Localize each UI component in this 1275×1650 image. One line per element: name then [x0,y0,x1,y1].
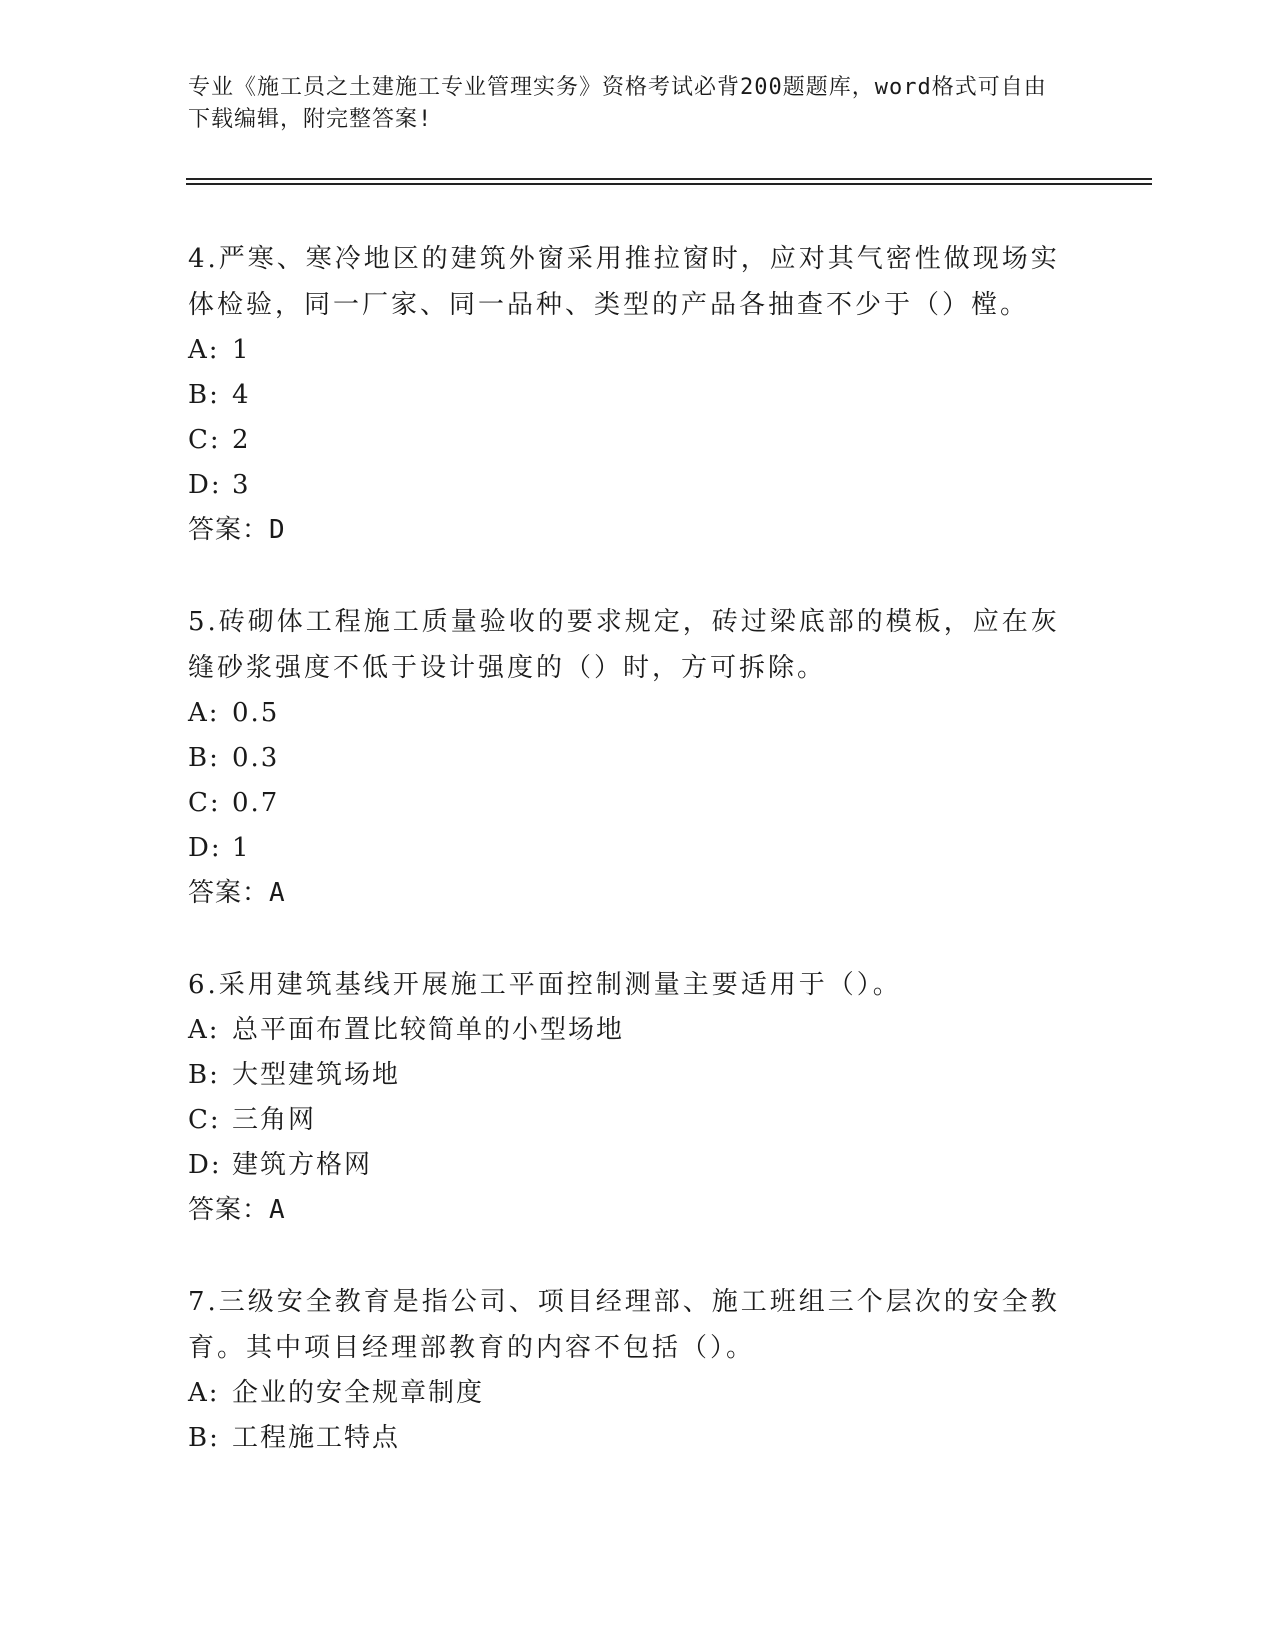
option-b [188,373,1068,418]
question-6 [188,962,1068,1233]
option-text: 大型建筑场地 [232,1060,401,1090]
option-key: D: [188,833,222,863]
option-d [188,463,1068,508]
option-key: D: [188,470,222,500]
option-text: 2 [232,425,251,455]
option-c [188,781,1068,826]
option-text: 4 [232,380,251,410]
option-text: 0.3 [232,743,280,773]
answer-line: 答案：D [188,515,286,545]
option-key: C: [188,788,221,818]
question-4 [188,236,1068,553]
option-text: 建筑方格网 [232,1150,373,1180]
answer-line: 答案：A [188,878,286,908]
option-text: 0.7 [232,788,280,818]
question-list [188,236,1068,1507]
header-rule-top [186,178,1152,180]
option-d [188,826,1068,871]
option-a [188,691,1068,736]
option-c [188,1098,1068,1143]
question-stem: 4.严寒、寒冷地区的建筑外窗采用推拉窗时，应对其气密性做现场实体检验，同一厂家、同一品种、类型的产品各抽查不少于（）樘。 [188,244,1060,320]
option-text: 3 [232,470,251,500]
option-key: A: [188,1378,220,1408]
option-text: 工程施工特点 [232,1423,401,1453]
option-b [188,1416,1068,1461]
option-text: 企业的安全规章制度 [232,1378,485,1408]
option-key: D: [188,1150,222,1180]
option-c [188,418,1068,463]
option-key: C: [188,425,221,455]
document-header: 专业《施工员之土建施工专业管理实务》资格考试必背200题题库，word格式可自由下载编辑，附完整答案! [188,75,1047,132]
option-a [188,328,1068,373]
option-b [188,736,1068,781]
option-text: 1 [232,833,251,863]
option-text: 0.5 [232,698,280,728]
option-key: A: [188,698,220,728]
header-rule-bottom [186,183,1152,185]
question-stem: 5.砖砌体工程施工质量验收的要求规定，砖过梁底部的模板，应在灰缝砂浆强度不低于设计强度的（）时，方可拆除。 [188,607,1060,683]
option-key: B: [188,1060,220,1090]
option-key: B: [188,1423,220,1453]
option-key: B: [188,380,220,410]
option-text: 1 [232,335,251,365]
question-7 [188,1279,1068,1461]
option-key: B: [188,743,220,773]
option-text: 总平面布置比较简单的小型场地 [232,1015,625,1045]
option-key: A: [188,1015,220,1045]
question-stem: 6.采用建筑基线开展施工平面控制测量主要适用于（）。 [188,970,902,1000]
answer-line: 答案：A [188,1195,286,1225]
option-a [188,1008,1068,1053]
option-key: A: [188,335,220,365]
option-d [188,1143,1068,1188]
option-a [188,1371,1068,1416]
option-key: C: [188,1105,221,1135]
question-5 [188,599,1068,916]
question-stem: 7.三级安全教育是指公司、项目经理部、施工班组三个层次的安全教育。其中项目经理部教育的内容不包括（）。 [188,1287,1060,1363]
option-text: 三角网 [232,1105,317,1135]
option-b [188,1053,1068,1098]
